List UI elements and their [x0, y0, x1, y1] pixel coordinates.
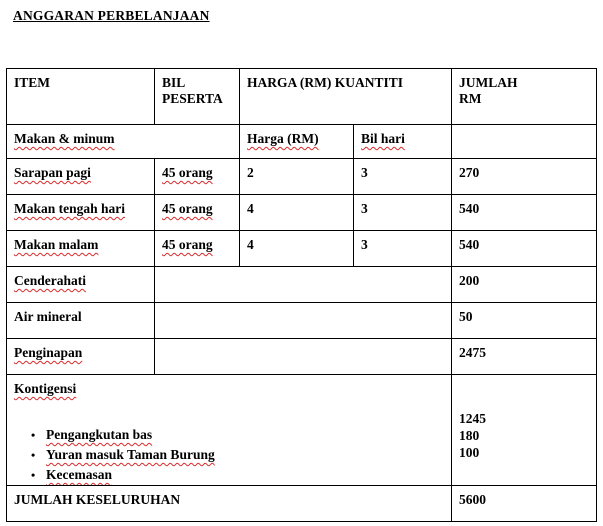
header-bil-peserta-text: BIL PESERTA: [162, 75, 223, 106]
contingency-item-label: Yuran masuk Taman Burung: [46, 447, 215, 462]
subheader-empty: [452, 125, 597, 159]
contingency-label: Kontigensi: [14, 381, 77, 396]
other-item: Air mineral: [7, 303, 155, 339]
other-jumlah: 50: [452, 303, 597, 339]
other-item-text: Penginapan: [14, 345, 83, 360]
header-bil-peserta: [155, 69, 240, 125]
total-row: [7, 486, 597, 522]
table-row: [7, 231, 597, 267]
subheader-row: [7, 125, 597, 159]
list-item: [31, 425, 444, 445]
other-empty: [155, 339, 452, 375]
table-row: [7, 303, 597, 339]
other-empty: [155, 267, 452, 303]
table-row: [7, 267, 597, 303]
meal-peserta: [155, 231, 240, 267]
meal-peserta-text: 45 orang: [162, 201, 213, 216]
meal-item: [7, 231, 155, 267]
bullet-icon: •: [31, 428, 36, 442]
meal-item-text: Sarapan pagi: [14, 165, 91, 180]
subheader-harga: [240, 125, 354, 159]
table-row: [7, 339, 597, 375]
meal-hari: 3: [354, 159, 452, 195]
contingency-cell: [7, 375, 452, 486]
document-title: ANGGARAN PERBELANJAAN: [13, 8, 210, 23]
other-empty: [155, 303, 452, 339]
other-item: [7, 339, 155, 375]
meal-peserta-text: 45 orang: [162, 237, 213, 252]
meal-jumlah: 270: [452, 159, 597, 195]
meal-hari: 3: [354, 231, 452, 267]
meal-item: [7, 195, 155, 231]
other-item: [7, 267, 155, 303]
contingency-item-label: Kecemasan: [46, 467, 112, 482]
header-item: ITEM: [7, 69, 155, 125]
meal-harga: 4: [240, 231, 354, 267]
meal-harga: 4: [240, 195, 354, 231]
contingency-values: [452, 375, 597, 486]
header-harga-kuantiti: HARGA (RM) KUANTITI: [240, 69, 452, 125]
header-row: [7, 69, 597, 125]
other-jumlah: 200: [452, 267, 597, 303]
total-value: 5600: [452, 486, 597, 522]
header-jumlah: [452, 69, 597, 125]
list-item: [31, 465, 444, 485]
header-jumlah-text: JUMLAH RM: [459, 75, 518, 106]
meal-jumlah: 540: [452, 195, 597, 231]
meal-item: [7, 159, 155, 195]
other-jumlah: 2475: [452, 339, 597, 375]
contingency-list: [14, 425, 444, 485]
subheader-bil-hari: [354, 125, 452, 159]
budget-table: [6, 68, 597, 522]
contingency-row: [7, 375, 597, 486]
meal-harga: 2: [240, 159, 354, 195]
contingency-amount: 100: [459, 445, 480, 460]
table-row: [7, 159, 597, 195]
meal-item-text: Makan tengah hari: [14, 201, 126, 216]
meal-hari: 3: [354, 195, 452, 231]
bullet-icon: •: [31, 468, 36, 482]
bullet-icon: •: [31, 448, 36, 462]
contingency-item-label: Pengangkutan bas: [46, 427, 153, 442]
other-item-text: Cenderahati: [14, 273, 86, 288]
bil-hari-label: Bil hari: [361, 131, 405, 146]
table-row: [7, 195, 597, 231]
meal-peserta-text: 45 orang: [162, 165, 213, 180]
meal-jumlah: 540: [452, 231, 597, 267]
meal-peserta: [155, 159, 240, 195]
total-label: JUMLAH KESELURUHAN: [7, 486, 452, 522]
meal-peserta: [155, 195, 240, 231]
contingency-amount: 180: [459, 428, 480, 443]
subheader-category: [7, 125, 240, 159]
contingency-amounts: [459, 410, 589, 461]
category-label: Makan & minum: [14, 131, 115, 146]
list-item: [31, 445, 444, 465]
harga-label: Harga (RM): [247, 131, 319, 146]
contingency-amount: 1245: [459, 411, 487, 426]
meal-item-text: Makan malam: [14, 237, 99, 252]
